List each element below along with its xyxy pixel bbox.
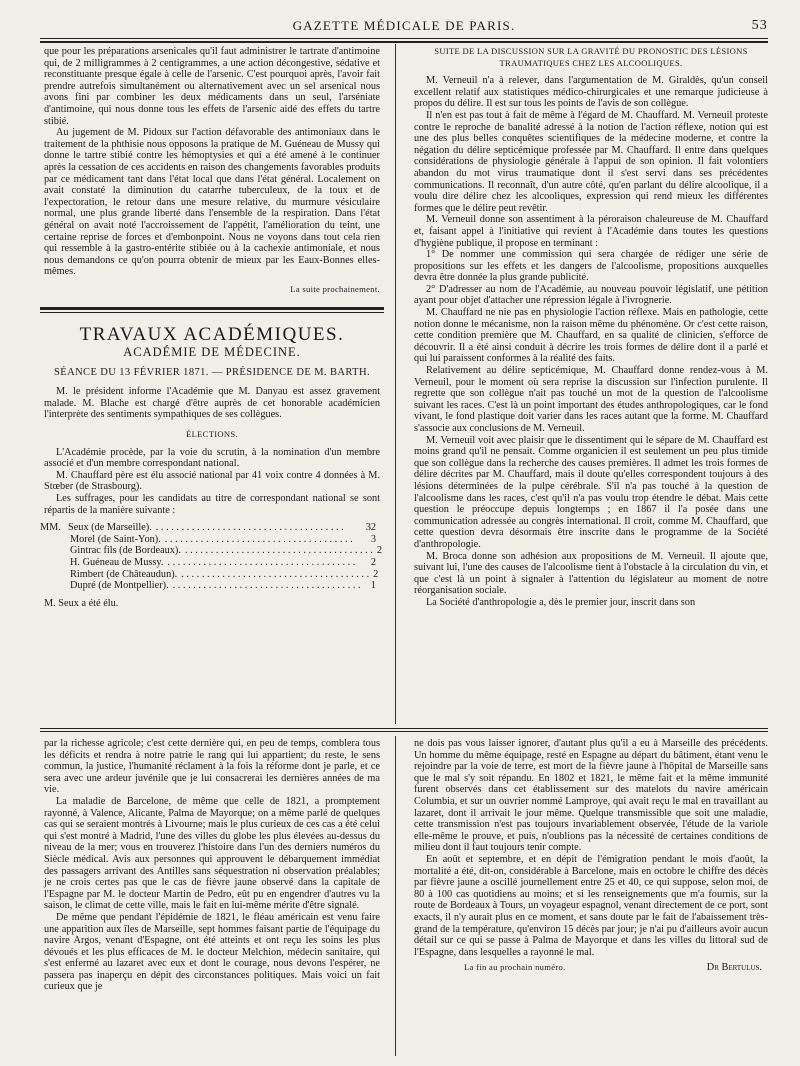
paragraph: par la richesse agricole; c'est cette dernière qui, en peu de temps, comblera tous les déficits et rendra à notre patrie le rang qui lui appartient; du reste, le sens commun, la justice, l'humanité réclament à la fois la réforme dont je parle, et ce sera avec une ardeur juvénile que je lui consacrerai les dernières années de ma vie. [44,738,380,796]
continued-note: La suite prochainement. [290,283,380,294]
page-header [40,14,768,36]
column-rule-bottom [395,736,396,1056]
vote-row [70,557,380,569]
vote-row [70,580,380,592]
candidate-name: Morel (de Saint-Yon). [70,533,161,545]
candidate-name: Dupré (de Montpellier). [70,580,169,592]
paragraph: M. le président informe l'Académie que M. Danyau est assez gravement malade. M. Blache est chargé d'être auprès de cet honorable académicien l'interprète des sentiments sympathiques de ses collègues. [44,386,380,421]
candidate-name: Seux (de Marseille). [68,522,152,534]
paragraph: En août et septembre, et en dépit de l'émigration pendant le mois d'août, la mortalité a été, dit-on, considérable à Barcelone, mais en octobre le chiffre des décès par fièvre jaune a oscillé journellement entre 25 et 40, ce qui suppose, selon moi, de 80 à 100 cas quotidiens au moins; et si les renseignements que m'a fournis, sur la route de Bordeaux à Tours, un voyageur espagnol, venant directement de ce port, sont exacts, il n'y aurait plus en ce moment, et sans doute par le fait de l'abaissement très-grand de la température, qu'environ 15 décès par jour; je n'ai pu d'ailleurs avoir aucun détail sur ce qui se passe à Palma de Mayorque et dans les villes du littoral sud de l'Espagne, dans lesquelles a rayonné le mal. [414,853,768,958]
paragraph: M. Verneuil n'a à relever, dans l'argumentation de M. Giraldès, qu'un conseil excellent relatif aux statistiques médico-chirurgicales et une remarque judicieuse à propos du délire. Il est sur tous les points de l'avis de son collègue. [414,75,768,110]
vote-count: 2 [376,545,383,557]
candidate-name: Rimbert (de Châteaudun). [70,568,178,580]
vote-row [70,545,383,557]
section-title: TRAVAUX ACADÉMIQUES. [79,324,345,346]
vote-count: 3 [370,533,376,545]
paragraph: ne dois pas vous laisser ignorer, d'autant plus qu'il a eu à Marseille des précédents. Un homme du même équipage, resté en Espagne au départ du bâtiment, étant venu le rejoindre par la voie de terre, est mort de la fièvre jaune à l'hôpital de Marseille sans que le mal s'y soit répandu. En 1802 et 1821, le même fait et la même immunité furent observés dans cet établissement sur des matelots du navire américain Columbia, et sur un ouvrier nommé Lamproye, qui avait reçu le mal en travaillant au lazaret, dont il arrivait le jour même. Quelque transmissible que soit une maladie, cette transmission n'est pas toujours invariablement observée, l'étude de la variole elle-même le prouve, et puis, n'oublions pas la nécessité de certaines conditions de milieu dont il faut toujours tenir compte. [414,738,768,854]
paragraph: M. Seux a été élu. [44,597,119,609]
paragraph: La Société d'anthropologie a, dès le premier jour, inscrit dans son [426,596,696,608]
paragraph: M. Chauffard ne nie pas en physiologie l'action réflexe. Mais en pathologie, cette notion donne le mécanisme, non la raison même du phénomène. Or c'est cette raison, cette condition première que M. Chauffard, en sa qualité de clinicien, s'efforce de découvrir. Il a été ainsi conduit à décrire les trois formes de délire dont il a parlé et qui lui paraissent conformes à la réalité des faits. [414,307,768,365]
paragraph: De même que pendant l'épidémie de 1821, le fléau américain est venu faire une apparition aux îles de Marseille, sept hommes faisant partie de l'équipage du navire Argos, venant d'Espagne, ont été atteints et ont reçu les soins les plus dévoués et les plus efficaces de M. le docteur Melchion, médecin sanitaire, qui s'est enfermé au lazaret avec eux et dont le courage, nous devons l'espérer, ne passera pas inaperçu en dépit des circonstances politiques. Mais voici un fait curieux que je [44,911,380,993]
candidate-name: H. Guéneau de Mussy. [70,556,164,568]
section-divider-thin [40,312,384,313]
candidate-name: Gintrac fils (de Bordeaux). [70,545,181,557]
bottom-right-column [414,738,768,1056]
mm-label: MM. [40,522,61,534]
vote-row [40,522,380,534]
subheading-elections: ÉLECTIONS. [186,429,238,440]
page-number: 53 [751,18,768,33]
paragraph: 2° D'adresser au nom de l'Académie, au nouveau pouvoir législatif, une pétition ayant pour objet d'attacher une répression légale à l'ivrognerie. [414,283,768,307]
paragraph: Relativement au délire septicémique, M. Chauffard donne rendez-vous à M. Verneuil, pour le moment où sera reprise la discussion sur l'infection purulente. Il regrette que son collègue n'ait pas touché un mot de la question de l'alcoolisme suivant les races. C'est là un point important des études anthropologiques, car le fond vivant, le fond plastique doit varier dans les races autant que la forme. M. Chauffard s'associe aux conclusions de M. Verneuil. [414,365,768,434]
header-rule-thick [40,41,768,43]
column-rule [395,44,396,724]
vote-count: 32 [365,522,376,534]
academy-title: ACADÉMIE DE MÉDECINE. [123,345,301,360]
feuilleton-rule [40,728,768,729]
paragraph: 1° De nommer une commission qui sera chargée de rédiger une série de propositions sur les effets et les dangers de l'alcoolisme, propositions auxquelles devra être donnée la plus grande publicité. [414,249,768,284]
discussion-heading: SUITE DE LA DISCUSSION SUR LA GRAVITÉ DU PRONOSTIC DES LÉSIONS TRAUMATIQUES CHEZ LES ALCOOLIQUES. [434,46,748,68]
vote-count: 1 [370,580,376,592]
article-footer [414,962,768,974]
continued-note: La fin au prochain numéro. [464,962,566,973]
vote-list [40,522,383,592]
paragraph: L'Académie procède, par la voie du scrutin, à la nomination d'un membre associé et d'un membre correspondant national. [44,446,380,470]
vote-count: 2 [373,568,379,580]
paragraph: M. Chauffard père est élu associé national par 41 voix contre 4 données à M. Stœber (de Strasbourg). [44,469,380,493]
section-divider [40,307,384,310]
paragraph: Au jugement de M. Pidoux sur l'action défavorable des antimoniaux dans le traitement de la phthisie nous opposons la pratique de M. Guéneau de Mussy qui donne le tartre stibié contre les hémoptysies et qui a été amené à le continuer après la cessation de ces accidents en raison des changements favorables produits par ce médicament tant dans l'état local que dans l'état général. Localement on avait constaté la diminution du catarrhe tuberculeux, de la toux et de l'expectoration, le retour dans une mesure relative, du murmure vésiculaire normal, une plus grande liberté dans l'ensemble de la respiration. Dans l'état général on avait noté l'accroissement de l'appétit, l'amélioration du teint, une certaine reprise de forces et d'embonpoint. Nous ne voyons dans tout cela rien qui ressemble à la gastro-entérite stibiée ou à la cachexie antimoniale, et nous nous demandons ce qu'on pourra obtenir de mieux par les Eaux-Bonnes elles-mêmes. [44,127,380,278]
header-rule [40,38,768,39]
journal-title: GAZETTE MÉDICALE DE PARIS. [292,18,516,33]
paragraph: que pour les préparations arsenicales qu'il faut administrer le tartrate d'antimoine qui, de 2 milligrammes à 2 centigrammes, a une action décongestive, sédative et reconstituante presque égale à celle de l'arsenic. C'est pourquoi après, l'avoir fait prendre autrefois simultanément ou alternativement avec un sel arsenical nous avons fini par combiner les deux médicaments dans un seul, l'arséniate d'antimoine, qui nous donne tous les effets de l'arsenic aidé des effets du tartre stibié. [44,46,380,127]
paragraph: M. Verneuil donne son assentiment à la péroraison chaleureuse de M. Chauffard et, faisant appel à l'initiative qui revient à l'Académie dans toutes les questions d'hygiène publique, il propose en terminant : [414,214,768,249]
feuilleton-rule-2 [40,731,768,732]
session-line: SÉANCE DU 13 FÉVRIER 1871. — PRÉSIDENCE DE M. BARTH. [54,366,370,378]
paragraph: Il n'en est pas tout à fait de même à l'égard de M. Chauffard. M. Verneuil proteste contre le reproche de banalité adressé à la notion de l'action réflexe, notion qui est une des plus belles conquêtes scientifiques de la médecine moderne, et contre la négation du délire septicémique professée par M. Chauffard. Il entre dans quelques considérations de physiologie générale à l'appui de son opinion. Il fait volontiers abandon du mot virus traumatique dont il s'est servi dans ses précédentes communications. Il reconnaît, d'un autre côté, qu'en parlant du délire alcoolique, il a voulu dire délire chez les alcooliques, expression qui rend mieux les différentes formes que le délire peut revêtir. [414,109,768,214]
vote-row [70,534,380,546]
bottom-left-column [44,738,380,1056]
right-column [414,46,768,722]
vote-count: 2 [370,556,376,568]
paragraph: M. Broca donne son adhésion aux propositions de M. Verneuil. Il ajoute que, suivant lui, l'une des causes de l'alcoolisme tient à l'obstacle à la circulation du vin, et que c'est là un point à signaler à l'attention du législateur au moment de notre réorganisation sociale. [414,550,768,597]
left-column [40,46,383,722]
paragraph: Les suffrages, pour les candidats au titre de correspondant national se sont répartis de la manière suivante : [44,493,380,516]
author-signature: Dr Bertulus. [706,962,762,974]
vote-row [70,569,380,581]
paragraph: La maladie de Barcelone, de même que celle de 1821, a promptement rayonné, à Valence, Alicante, Palma de Mayorque; on a même parlé de quelques cas qui se seraient montrés à Livourne; mais le plus curieux de ces cas a été celui qui s'est montré à Madrid, l'une des villes du globe les plus élevées au-dessus du niveau de la mer; vous en trouverez l'histoire dans l'un des derniers numéros du Siècle médical. Avis aux personnes qui approuvent le débarquement immédiat des passagers arrivant des Antilles sans séquestration ni observation préalables; je ne crois certes pas que le cas de fièvre jaune observé dans la capitale de l'Espagne par M. le docteur Martin de Pedro, eût pu en engendrer d'autres vu la saison, le climat de cette ville, mais le fait en lui-même mérite d'être signalé. [44,795,380,912]
paragraph: M. Verneuil voit avec plaisir que le dissentiment qui le sépare de M. Chauffard est moins grand qu'il ne pensait. Comme organicien il est seulement un peu plus timide que son collègue dans la recherche des causes premières. Il admet les trois formes de délire décrites par M. Chauffard, mais il doute qu'elles correspondent toujours à des lésions déterminées de la pulpe cérébrale. S'il n'a pas touché à la question de l'alcoolisme dans les races, c'est qu'il n'a pas voulu trop étendre le débat. Mais cette question le préoccupe depuis longtemps ; en 1867 il l'a posée dans une communication adressée au congrès international. Il croit, comme M. Chauffard, que cette question devra désormais être inscrite dans le programme de la Société d'anthropologie. [414,434,768,550]
